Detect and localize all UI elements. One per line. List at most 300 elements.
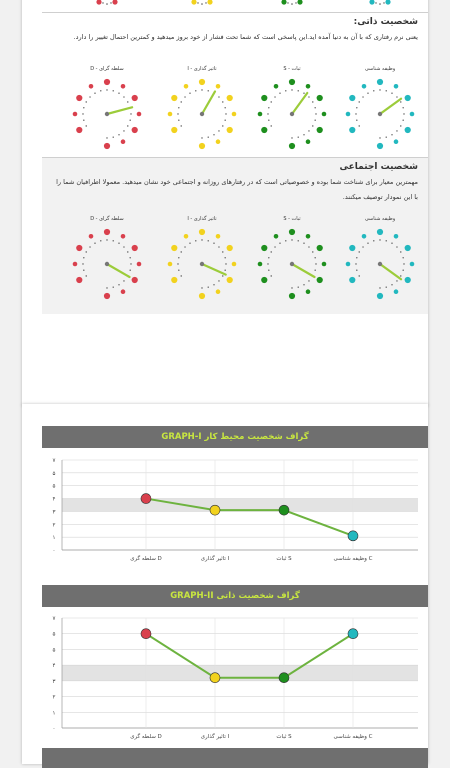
gauge-tick: [106, 287, 107, 288]
gauge-dot: [227, 245, 233, 251]
gauge-tick: [208, 90, 209, 91]
gauge-tick: [83, 257, 84, 258]
gauge-dot: [346, 112, 351, 117]
gauge-dot: [261, 95, 267, 101]
gauge-dot: [132, 95, 138, 101]
gauge-tick: [268, 270, 269, 271]
gauge-dot: [191, 0, 196, 5]
gauge-dial-c: [342, 72, 418, 158]
gauge-tick: [184, 246, 185, 247]
gauge-tick: [130, 263, 131, 264]
gauge-tick: [386, 286, 387, 287]
gauge-tick: [400, 275, 401, 276]
gauge-tick: [403, 113, 404, 114]
gauge-dot: [405, 245, 411, 251]
gauge-tick: [218, 280, 219, 281]
gauge-dot: [171, 127, 177, 133]
gauge-dot: [289, 79, 295, 85]
gauge-tick: [268, 257, 269, 258]
gauge-dot: [349, 127, 355, 133]
gauge-dot: [362, 84, 367, 89]
gauge-tick: [130, 113, 131, 114]
graph-y-tick: ۴: [52, 496, 56, 503]
gauge-dot: [379, 3, 381, 5]
gauge-dial-c: [342, 222, 418, 308]
gauge-dot: [317, 277, 323, 283]
graph-x-label: سلطه گری D: [130, 556, 162, 562]
gauge-tick: [285, 90, 286, 91]
gauge-tick: [379, 287, 380, 288]
gauge-dot: [199, 143, 205, 149]
gauge-dot: [132, 127, 138, 133]
gauge-dot: [168, 112, 173, 117]
gauge-tick: [123, 96, 124, 97]
gauge-dial-d: [69, 222, 145, 308]
graph-y-tick: ۷: [52, 458, 56, 464]
gauge-tick: [396, 280, 397, 281]
gauge-tick: [402, 120, 403, 121]
gauge-needle: [292, 264, 315, 277]
gauge-dot: [184, 84, 189, 89]
gauge-dot: [171, 95, 177, 101]
gauge-tick: [298, 136, 299, 137]
gauge-dot: [405, 277, 411, 283]
gauge-tick: [218, 246, 219, 247]
gauge-dot: [121, 234, 126, 239]
gauge-tick: [118, 284, 119, 285]
gauge-tick: [271, 251, 272, 252]
gauge-tick: [178, 120, 179, 121]
gauge-dial-i: [164, 72, 240, 158]
gauge-dot: [137, 112, 142, 117]
gauge-dot: [346, 262, 351, 267]
gauge-tick: [181, 275, 182, 276]
gauge-dot: [410, 112, 415, 117]
graph-y-tick: ۵: [52, 647, 56, 654]
gauge-dot: [104, 143, 110, 149]
gauge-tick: [279, 243, 280, 244]
gauge-dot: [306, 289, 311, 294]
social-description: مهمترین معیار برای شناخت شما بوده و خصوصیاتی است که در رفتارهای روزانه و اجتماعی خود نشان میدهید. معمولا اطرافیان شما را با این نمودار توصیف میکنند.: [56, 178, 418, 201]
gauge-label-s: ثبات - S: [283, 216, 301, 222]
gauge-tick: [303, 93, 304, 94]
gauge-tick: [118, 134, 119, 135]
graph-x-label: ثبات S: [276, 734, 292, 740]
gauge-tick: [402, 257, 403, 258]
gauge-tick: [356, 257, 357, 258]
gauge-tick: [379, 137, 380, 138]
gauge-tick: [205, 2, 206, 3]
gauge-dot: [349, 95, 355, 101]
gauge-tick: [355, 263, 356, 264]
gauge-tick: [177, 263, 178, 264]
gauge-tick: [314, 270, 315, 271]
gauge-dot: [121, 289, 126, 294]
gauge-tick: [303, 284, 304, 285]
gauge-dot: [227, 277, 233, 283]
gauge-dot: [377, 79, 383, 85]
gauge-tick: [224, 270, 225, 271]
gauge-tick: [312, 125, 313, 126]
gauge-partial-c: [342, 0, 418, 14]
gauge-tick: [113, 90, 114, 91]
gauge-dot: [322, 112, 327, 117]
graph-y-tick: ۵: [52, 470, 56, 477]
gauge-tick: [129, 270, 130, 271]
graph-x-label: ثبات S: [276, 556, 292, 562]
gauge-tick: [308, 280, 309, 281]
gauge-tick: [315, 263, 316, 264]
graph-y-tick: ۵: [52, 483, 56, 490]
gauge-dot: [104, 293, 110, 299]
graph-y-tick: ۴: [52, 663, 56, 670]
graph-y-tick: ۲: [52, 522, 56, 529]
graph-x-label: تاثیر گذاری I: [200, 556, 230, 562]
gauge-label-c: وظیفه شناسی: [364, 66, 396, 72]
gauge-tick: [359, 125, 360, 126]
gauge-tick: [83, 107, 84, 108]
gauge-hub: [105, 112, 109, 116]
gauge-tick: [373, 90, 374, 91]
gauge-tick: [225, 263, 226, 264]
gauge-tick: [308, 246, 309, 247]
gauge-dot: [104, 229, 110, 235]
gauge-tick: [129, 257, 130, 258]
gauge-tick: [178, 257, 179, 258]
gauge-needle: [107, 107, 132, 114]
gauge-tick: [303, 243, 304, 244]
gauge-label-i: تاثیر گذاری - I: [187, 216, 217, 222]
gauge-tick: [100, 90, 101, 91]
gauge-tick: [291, 239, 292, 240]
gauge-dot: [76, 127, 82, 133]
gauge-tick: [181, 101, 182, 102]
gauge-tick: [224, 120, 225, 121]
gauge-tick: [386, 136, 387, 137]
gauge-tick: [295, 2, 296, 3]
gauge-tick: [403, 263, 404, 264]
gauge-tick: [195, 240, 196, 241]
gauge-dot: [317, 245, 323, 251]
gauge-tick: [379, 89, 380, 90]
graph1-title: گراف شخصیت محیط کار GRAPH-I: [161, 432, 309, 442]
gauge-tick: [208, 240, 209, 241]
gauge-hub: [290, 112, 294, 116]
gauge-dot: [377, 229, 383, 235]
gauge-tick: [314, 107, 315, 108]
gauge-tick: [201, 239, 202, 240]
graph-point-d: [141, 629, 151, 639]
gauge-dot: [291, 3, 293, 5]
gauge-tick: [375, 2, 376, 3]
gauge-dot: [132, 245, 138, 251]
gauge-tick: [224, 107, 225, 108]
gauge-dot: [261, 245, 267, 251]
gauge-dot: [369, 0, 374, 5]
gauge-dot: [76, 245, 82, 251]
gauge-tick: [367, 93, 368, 94]
gauge-tick: [208, 136, 209, 137]
gauge-tick: [94, 93, 95, 94]
gauge-dot: [216, 139, 221, 144]
gauge-tick: [83, 120, 84, 121]
gauge-tick: [298, 90, 299, 91]
gauge-tick: [86, 251, 87, 252]
gauge-dot: [207, 0, 212, 5]
gauge-tick: [82, 113, 83, 114]
gauge-dot: [199, 79, 205, 85]
gauge-tick: [271, 275, 272, 276]
graph-x-label: وظیفه شناسی C: [333, 734, 373, 740]
gauge-dot: [377, 293, 383, 299]
graph-x-label: سلطه گری D: [130, 734, 162, 740]
gauge-tick: [359, 251, 360, 252]
gauge-tick: [213, 134, 214, 135]
gauge-tick: [356, 120, 357, 121]
gauge-dot: [89, 84, 94, 89]
gauge-dial-i: [164, 222, 240, 308]
gauge-dot: [232, 112, 237, 117]
gauge-dot: [216, 84, 221, 89]
gauge-dot: [394, 84, 399, 89]
graph-x-label: وظیفه شناسی C: [333, 556, 373, 562]
gauge-tick: [391, 93, 392, 94]
gauge-needle: [380, 264, 401, 279]
gauge-tick: [383, 2, 384, 3]
gauge-partial-d: [69, 0, 145, 14]
gauge-dot: [171, 277, 177, 283]
gauge-tick: [315, 113, 316, 114]
gauge-tick: [106, 239, 107, 240]
gauge-tick: [181, 251, 182, 252]
gauge-dot: [385, 0, 390, 5]
gauge-partial-i: [164, 0, 240, 14]
graph1-chart: [42, 452, 428, 580]
gauge-tick: [113, 286, 114, 287]
gauge-dot: [405, 95, 411, 101]
gauge-dot: [112, 0, 117, 5]
gauge-dot: [306, 139, 311, 144]
graph-y-tick: ۷: [52, 616, 56, 622]
gauge-tick: [268, 107, 269, 108]
gauge-tick: [355, 113, 356, 114]
gauge-tick: [356, 107, 357, 108]
gauge-dial-s: [254, 222, 330, 308]
graph2-header: [42, 585, 428, 607]
gauge-dot: [274, 234, 279, 239]
gauge-tick: [396, 246, 397, 247]
gauge-tick: [113, 136, 114, 137]
graph-point-d: [141, 494, 151, 504]
gauge-tick: [118, 93, 119, 94]
gauge-tick: [396, 96, 397, 97]
gauge-tick: [177, 113, 178, 114]
gauge-hub: [378, 262, 382, 266]
gauge-dot: [274, 84, 279, 89]
gauge-dot: [216, 234, 221, 239]
gauge-label-i: تاثیر گذاری - I: [187, 66, 217, 72]
gauge-tick: [362, 96, 363, 97]
gauge-label-c: وظیفه شناسی: [364, 216, 396, 222]
gauge-tick: [268, 120, 269, 121]
graph-y-tick: ۱: [52, 535, 56, 542]
graph1-header: [42, 426, 428, 448]
gauge-dot: [184, 234, 189, 239]
gauge-tick: [127, 125, 128, 126]
gauge-dot: [73, 262, 78, 267]
gauge-tick: [303, 134, 304, 135]
gauge-tick: [100, 240, 101, 241]
gauge-tick: [279, 93, 280, 94]
gauge-tick: [291, 137, 292, 138]
gauge-dot: [261, 277, 267, 283]
gauge-dot: [261, 127, 267, 133]
graph-y-tick: ۰: [52, 726, 56, 732]
gauge-dot: [227, 95, 233, 101]
gauge-tick: [123, 280, 124, 281]
gauge-tick: [213, 284, 214, 285]
gauge-tick: [189, 243, 190, 244]
gauge-label-d: سلطه گرای - D: [90, 216, 124, 222]
gauge-dot: [349, 245, 355, 251]
gauge-dot: [76, 95, 82, 101]
gauge-tick: [94, 243, 95, 244]
gauge-tick: [312, 101, 313, 102]
gauge-dot: [297, 0, 302, 5]
graph2-title: گراف شخصیت ذاتی GRAPH-II: [170, 591, 300, 601]
gauge-dot: [306, 234, 311, 239]
gauge-tick: [178, 270, 179, 271]
gauge-tick: [189, 93, 190, 94]
graph-y-tick: ۵: [52, 631, 56, 638]
gauge-tick: [184, 96, 185, 97]
gauge-dot: [171, 245, 177, 251]
gauge-tick: [274, 246, 275, 247]
graph-y-tick: ۳: [52, 509, 56, 516]
gauge-hub: [290, 262, 294, 266]
gauge-tick: [222, 101, 223, 102]
gauge-tick: [102, 2, 103, 3]
gauge-tick: [113, 240, 114, 241]
gauge-dot: [289, 229, 295, 235]
gauge-tick: [110, 2, 111, 3]
gauge-tick: [225, 113, 226, 114]
gauge-dot: [405, 127, 411, 133]
gauge-needle: [292, 93, 307, 114]
gauge-dot: [227, 127, 233, 133]
gauge-dot: [121, 139, 126, 144]
gauge-dot: [289, 293, 295, 299]
gauge-tick: [298, 240, 299, 241]
gauge-tick: [267, 263, 268, 264]
gauge-tick: [271, 101, 272, 102]
gauge-dial-s: [254, 72, 330, 158]
gauge-tick: [362, 246, 363, 247]
gauge-needle: [107, 264, 130, 277]
gauge-tick: [287, 2, 288, 3]
gauge-dot: [317, 127, 323, 133]
graph-x-label: تاثیر گذاری I: [200, 734, 230, 740]
gauge-tick: [308, 96, 309, 97]
gauge-dot: [377, 143, 383, 149]
gauge-tick: [314, 257, 315, 258]
gauge-dot: [96, 0, 101, 5]
gauge-tick: [118, 243, 119, 244]
gauge-tick: [208, 286, 209, 287]
gauge-dot: [106, 3, 108, 5]
gauge-tick: [127, 101, 128, 102]
gauge-tick: [218, 130, 219, 131]
gauge-needle: [202, 91, 215, 114]
gauge-dial-d: [69, 72, 145, 158]
gauge-tick: [291, 89, 292, 90]
gauge-tick: [123, 246, 124, 247]
gauge-tick: [82, 263, 83, 264]
gauge-dot: [132, 277, 138, 283]
gauge-dot: [76, 277, 82, 283]
gauge-dot: [121, 84, 126, 89]
gauge-dot: [394, 289, 399, 294]
graph-point-i: [210, 505, 220, 515]
report-page-1: [22, 0, 428, 406]
gauge-dot: [258, 112, 263, 117]
graph3-header: [42, 748, 428, 768]
gauge-tick: [359, 275, 360, 276]
graph-point-s: [279, 673, 289, 683]
gauge-label-d: سلطه گرای - D: [90, 66, 124, 72]
gauge-dot: [168, 262, 173, 267]
gauge-tick: [314, 120, 315, 121]
graph-point-s: [279, 505, 289, 515]
graph-y-tick: ۰: [52, 548, 56, 554]
gauge-tick: [83, 270, 84, 271]
gauge-dot: [199, 229, 205, 235]
gauge-tick: [400, 251, 401, 252]
gauge-dot: [232, 262, 237, 267]
gauge-tick: [201, 89, 202, 90]
gauge-tick: [86, 275, 87, 276]
gauge-tick: [201, 137, 202, 138]
gauge-partial-s: [254, 0, 330, 14]
gauge-tick: [308, 130, 309, 131]
gauge-hub: [200, 112, 204, 116]
gauge-dot: [89, 234, 94, 239]
gauge-tick: [106, 137, 107, 138]
graph2-chart: [42, 610, 428, 758]
gauge-dot: [258, 262, 263, 267]
gauge-dot: [104, 79, 110, 85]
gauge-dot: [322, 262, 327, 267]
gauge-tick: [391, 243, 392, 244]
gauge-tick: [402, 107, 403, 108]
gauge-tick: [127, 251, 128, 252]
gauge-tick: [402, 270, 403, 271]
gauge-dot: [349, 277, 355, 283]
gauge-dot: [201, 3, 203, 5]
gauge-tick: [86, 125, 87, 126]
gauge-tick: [391, 134, 392, 135]
gauge-tick: [195, 90, 196, 91]
gauge-tick: [213, 243, 214, 244]
gauge-tick: [274, 96, 275, 97]
gauge-tick: [218, 96, 219, 97]
graph-point-c: [348, 531, 358, 541]
gauge-tick: [400, 125, 401, 126]
gauge-tick: [271, 125, 272, 126]
gauge-tick: [400, 101, 401, 102]
gauge-hub: [200, 262, 204, 266]
social-title: شخصیت اجتماعی: [339, 162, 418, 172]
